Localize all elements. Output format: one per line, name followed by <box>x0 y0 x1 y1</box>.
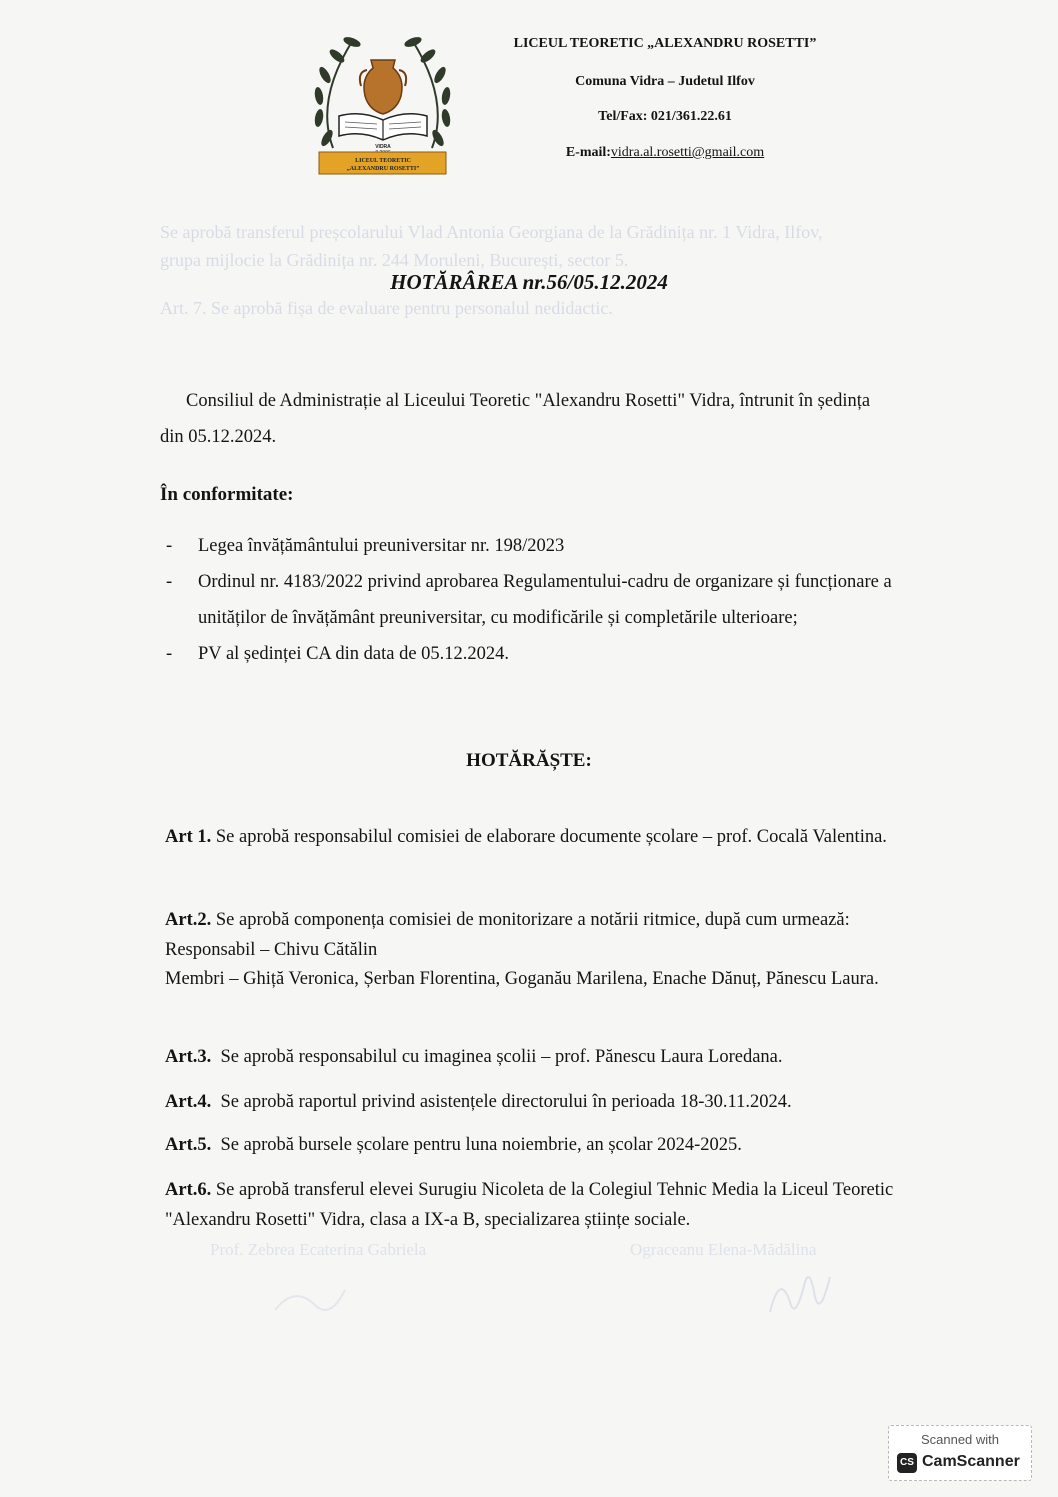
bullet-dash: - <box>166 572 173 593</box>
crest-ribbon-line-1: LICEUL TEORETIC <box>355 158 411 164</box>
conformity-heading: În conformitate: <box>160 484 294 505</box>
show-through-signature-left: Prof. Zebrea Ecaterina Gabriela <box>210 1240 427 1259</box>
show-through-line-3: Art. 7. Se aprobă fișa de evaluare pentru personalul nedidactic. <box>160 298 613 318</box>
list-item <box>160 528 900 564</box>
camscanner-brand: CamScanner <box>922 1453 1020 1470</box>
camscanner-badge <box>888 1425 1032 1481</box>
article-label: Art.3. <box>165 1047 212 1067</box>
bullet-dash: - <box>166 536 173 556</box>
decides-heading: HOTĂRĂȘTE: <box>466 750 592 771</box>
list-item <box>160 564 900 636</box>
school-crest-logo <box>305 30 460 178</box>
article-label: Art.4. <box>165 1092 212 1112</box>
list-item-text: Legea învățământului preuniversitar nr. 198/2023 <box>198 536 565 556</box>
school-name: LICEUL TEORETIC „ALEXANDRU ROSETTI” <box>513 36 817 51</box>
list-item-text: Ordinul nr. 4183/2022 privind aprobarea Regulamentului-cadru de organizare și funcționare a unităților de învățământ preuniversitar, cu modificările și completările ulterioare; <box>198 572 892 629</box>
faint-stamp-scribble <box>270 1280 350 1330</box>
crest-ribbon-line-2: „ALEXANDRU ROSETTI” <box>346 166 420 172</box>
show-through-signature-right: Ograceanu Elena-Mădălina <box>630 1240 817 1259</box>
scanned-with-label: Scanned with <box>920 1432 1000 1447</box>
article-label: Art 1. <box>165 827 212 847</box>
article-label: Art.5. <box>165 1135 212 1155</box>
school-address: Comuna Vidra – Judetul Ilfov <box>575 74 755 89</box>
school-phone: Tel/Fax: 021/361.22.61 <box>598 109 732 124</box>
conformity-list <box>160 528 900 672</box>
crest-text-vidra: VIDRA <box>375 144 391 150</box>
article-2-responsible: Responsabil – Chivu Cătălin <box>165 939 378 960</box>
article-text: Se aprobă componența comisiei de monitorizare a notării ritmice, după cum urmează: <box>215 910 850 930</box>
show-through-line-1: Se aprobă transferul preșcolarului Vlad Antonia Georgiana de la Grădinița nr. 1 Vidra, Ilfov, <box>160 222 823 242</box>
article-2-members: Membri – Ghiță Veronica, Șerban Florentina, Goganău Marilena, Enache Dănuț, Pănescu Laura. <box>165 969 879 990</box>
article-4 <box>165 1088 905 1118</box>
camscanner-icon: CS <box>897 1453 917 1473</box>
list-item-text: PV al ședinței CA din data de 05.12.2024. <box>198 644 510 665</box>
article-label: Art.6. <box>165 1180 212 1200</box>
faint-signature-scribble <box>760 1262 840 1332</box>
bullet-dash: - <box>166 644 173 665</box>
show-through-line-2: grupa mijlocie la Grădinița nr. 244 Moruleni, București, sector 5. <box>160 250 629 270</box>
article-text: Se aprobă raportul privind asistențele directorului în perioada 18-30.11.2024. <box>220 1092 792 1112</box>
email-link[interactable]: vidra.al.rosetti@gmail.com <box>610 145 765 160</box>
article-label: Art.2. <box>165 910 212 930</box>
intro-paragraph: Consiliul de Administrație al Liceului Teoretic "Alexandru Rosetti" Vidra, întrunit în ședința din 05.12.2024. <box>160 391 871 448</box>
article-text: Se aprobă responsabilul comisiei de elaborare documente școlare – prof. Cocală Valentina. <box>215 827 887 847</box>
article-1 <box>165 823 905 853</box>
article-6 <box>165 1176 905 1235</box>
school-email <box>500 145 830 161</box>
article-3 <box>165 1043 905 1073</box>
article-text: Se aprobă transferul elevei Surugiu Nicoleta de la Colegiul Tehnic Media la Liceul Teoretic "Alexandru Rosetti" Vidra, clasa a IX-a B, specializarea științe sociale. <box>165 1180 894 1230</box>
list-item <box>160 636 900 672</box>
article-text: Se aprobă bursele școlare pentru luna noiembrie, an școlar 2024-2025. <box>220 1135 742 1155</box>
article-5 <box>165 1131 905 1161</box>
article-2 <box>165 906 905 995</box>
document-title: HOTĂRÂREA nr.56/05.12.2024 <box>390 270 668 294</box>
article-text: Se aprobă responsabilul cu imaginea școlii – prof. Pănescu Laura Loredana. <box>220 1047 783 1067</box>
email-label: E-mail: <box>565 145 611 160</box>
